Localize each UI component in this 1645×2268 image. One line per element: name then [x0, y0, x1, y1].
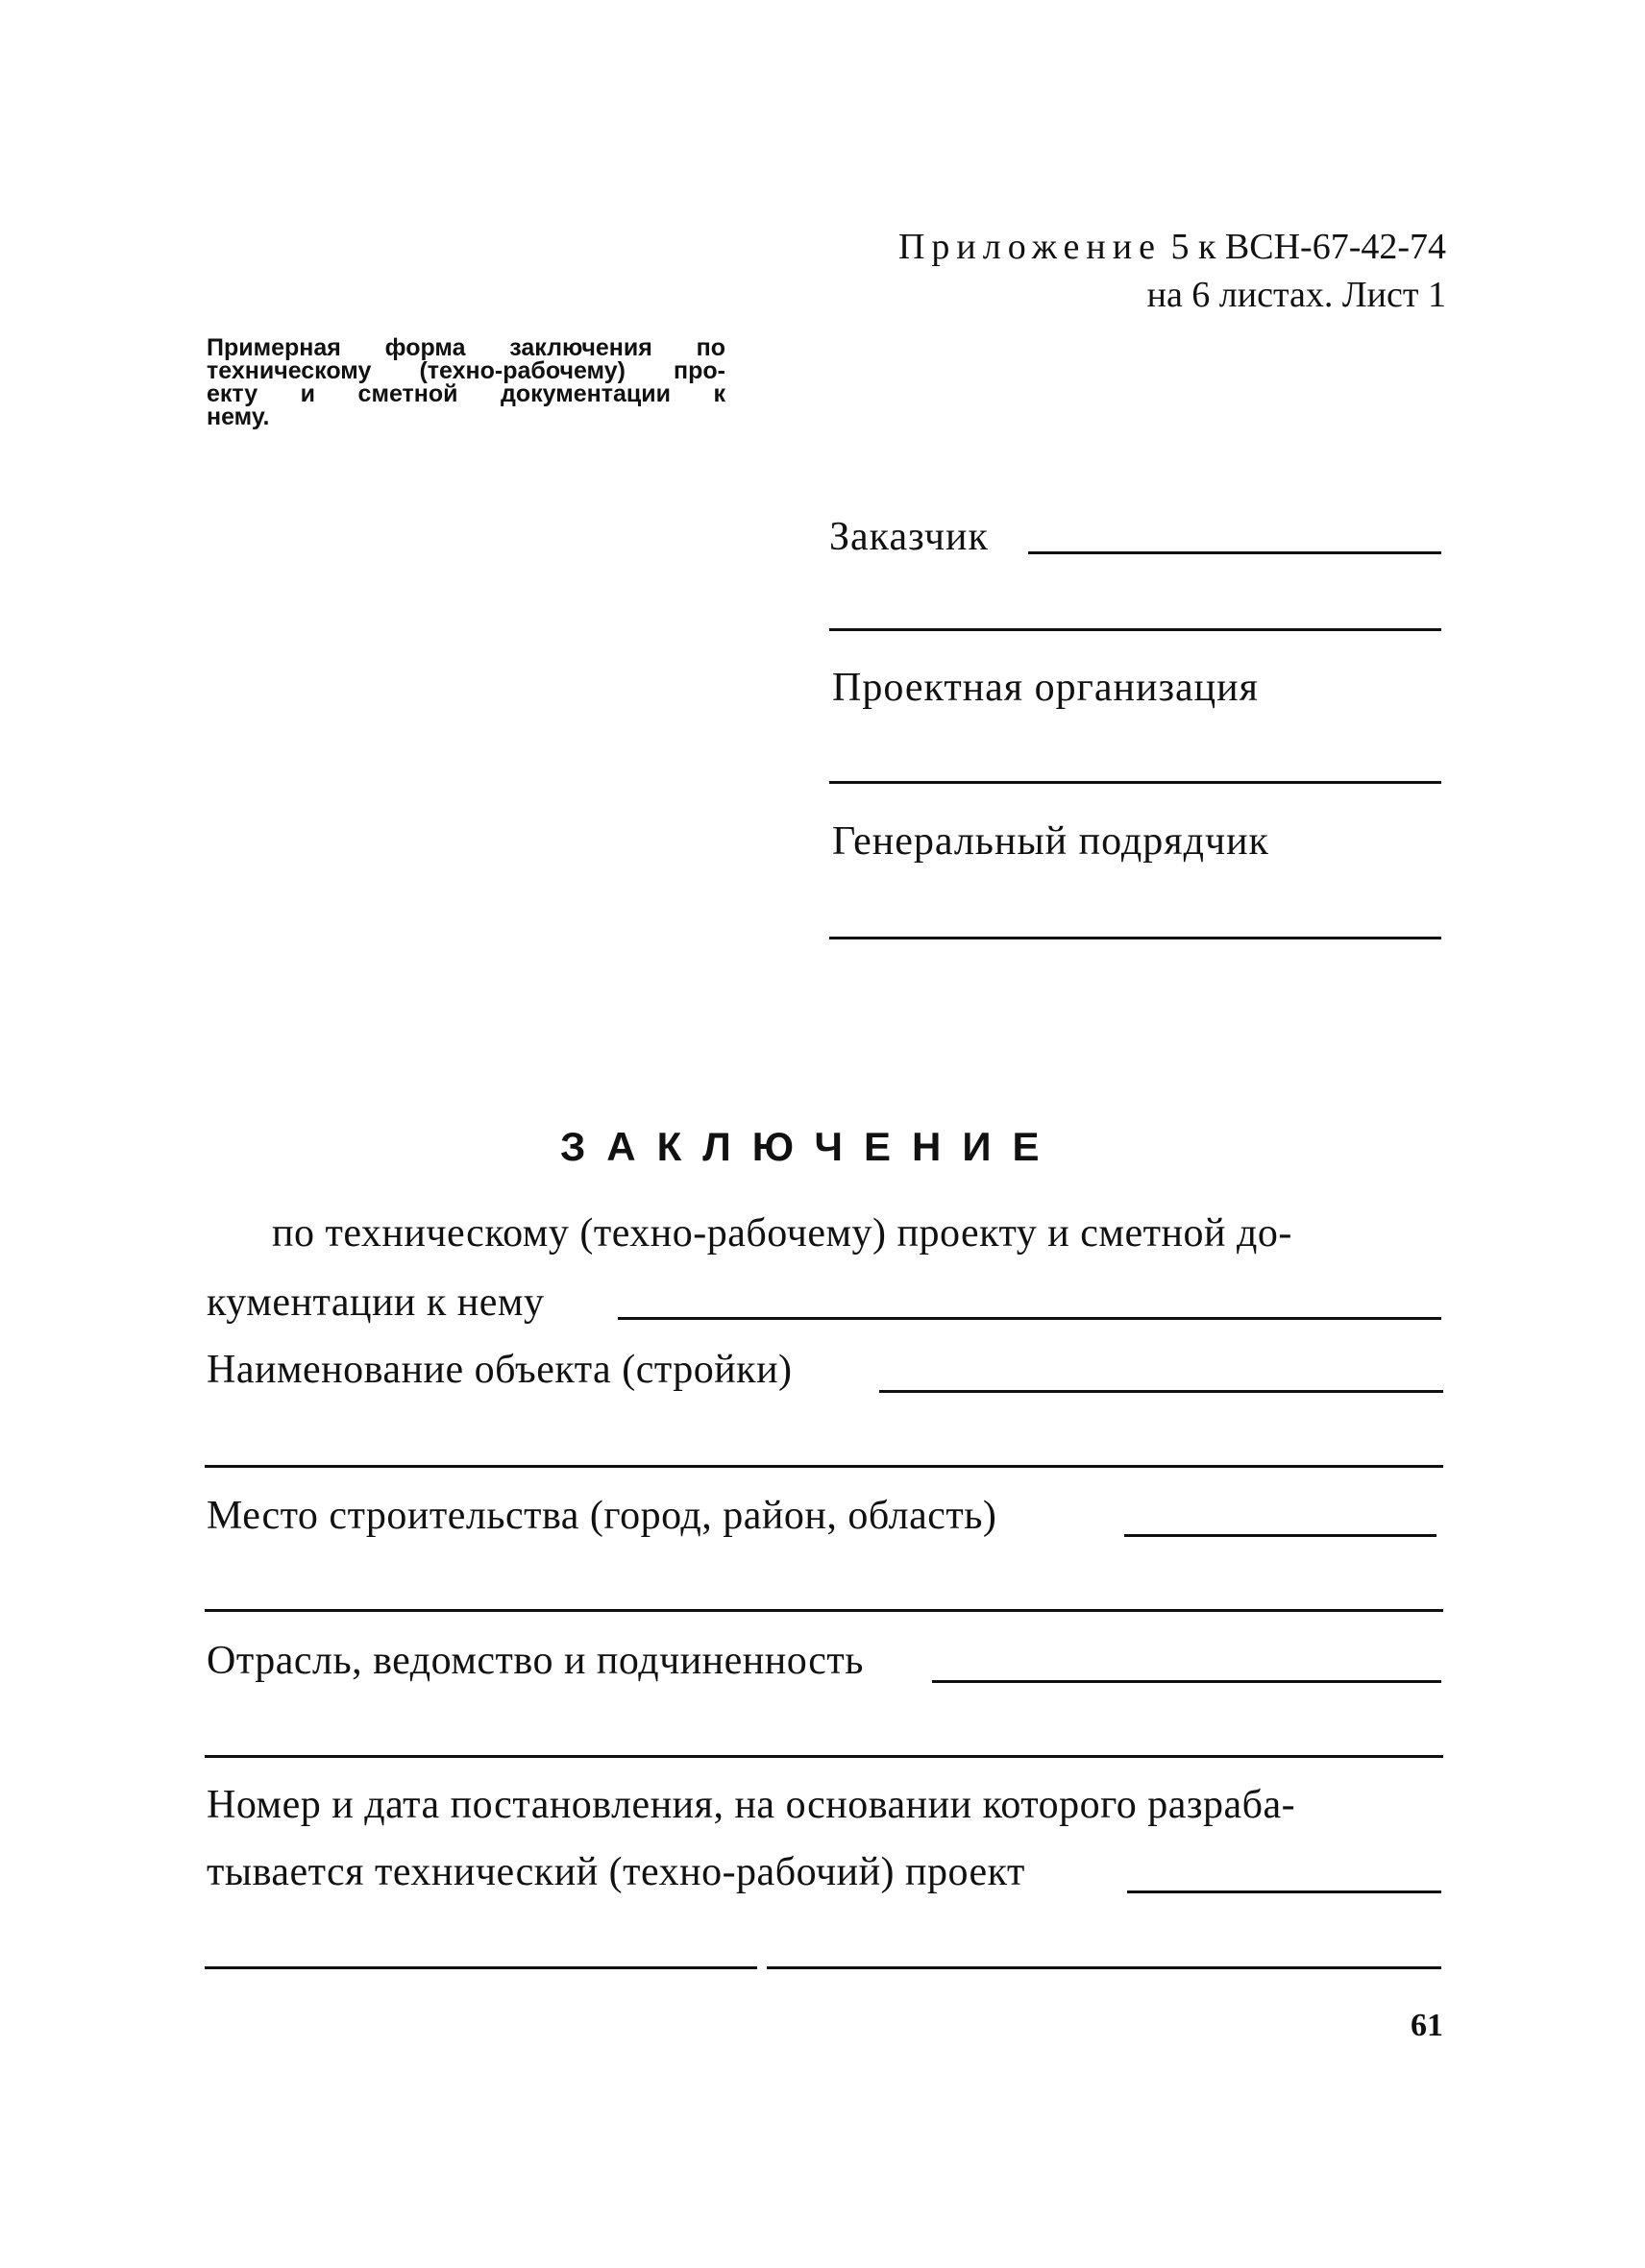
- object-name-field-line-2[interactable]: [205, 1465, 1443, 1468]
- appendix-ref: 5 к ВСН-67-42-74: [1170, 227, 1446, 267]
- decree-field-line-2b[interactable]: [767, 1966, 1441, 1969]
- design-org-field-line[interactable]: [829, 781, 1441, 784]
- general-contractor-field-line[interactable]: [829, 937, 1441, 939]
- industry-label: Отрасль, ведомство и подчиненность: [207, 1639, 864, 1683]
- decree-field-line-2a[interactable]: [205, 1966, 757, 1969]
- location-label: Место строительства (город, район, область): [207, 1494, 997, 1538]
- decree-line-2: тывается технический (техно-рабочий) проект: [207, 1850, 1025, 1894]
- intro-line-2: кументации к нему: [207, 1280, 545, 1325]
- sheet-info: на 6 листах. Лист 1: [1146, 275, 1446, 315]
- note-line: нему.: [207, 403, 270, 430]
- intro-line-1: по техническому (техно-рабочему) проекту и сметной до-: [272, 1211, 1292, 1256]
- customer-field-line[interactable]: [1028, 551, 1441, 554]
- decree-field-line[interactable]: [1127, 1890, 1441, 1893]
- industry-field-line[interactable]: [932, 1680, 1441, 1683]
- industry-field-line-2[interactable]: [205, 1755, 1443, 1758]
- document-title: ЗАКЛЮЧЕНИЕ: [560, 1124, 1061, 1169]
- customer-label: Заказчик: [829, 515, 989, 559]
- appendix-label: Приложение: [897, 227, 1162, 267]
- location-field-line-2[interactable]: [205, 1609, 1443, 1612]
- decree-line-1: Номер и дата постановления, на основании которого разраба-: [207, 1783, 1296, 1827]
- note-line: техническому (техно-рабочему) про-: [207, 357, 725, 384]
- design-org-label: Проектная организация: [832, 666, 1259, 710]
- appendix-header: [898, 224, 1446, 270]
- customer-field-line-2[interactable]: [829, 628, 1441, 631]
- location-field-line[interactable]: [1124, 1534, 1436, 1537]
- documentation-field-line[interactable]: [618, 1317, 1441, 1320]
- object-name-field-line[interactable]: [879, 1390, 1443, 1393]
- note-line: Примерная форма заключения по: [207, 334, 725, 361]
- page-number: 61: [1411, 2008, 1443, 2043]
- general-contractor-label: Генеральный подрядчик: [832, 819, 1269, 864]
- note-line: екту и сметной документации к: [207, 380, 725, 407]
- form-note: [207, 336, 725, 428]
- object-name-label: Наименование объекта (стройки): [207, 1348, 793, 1392]
